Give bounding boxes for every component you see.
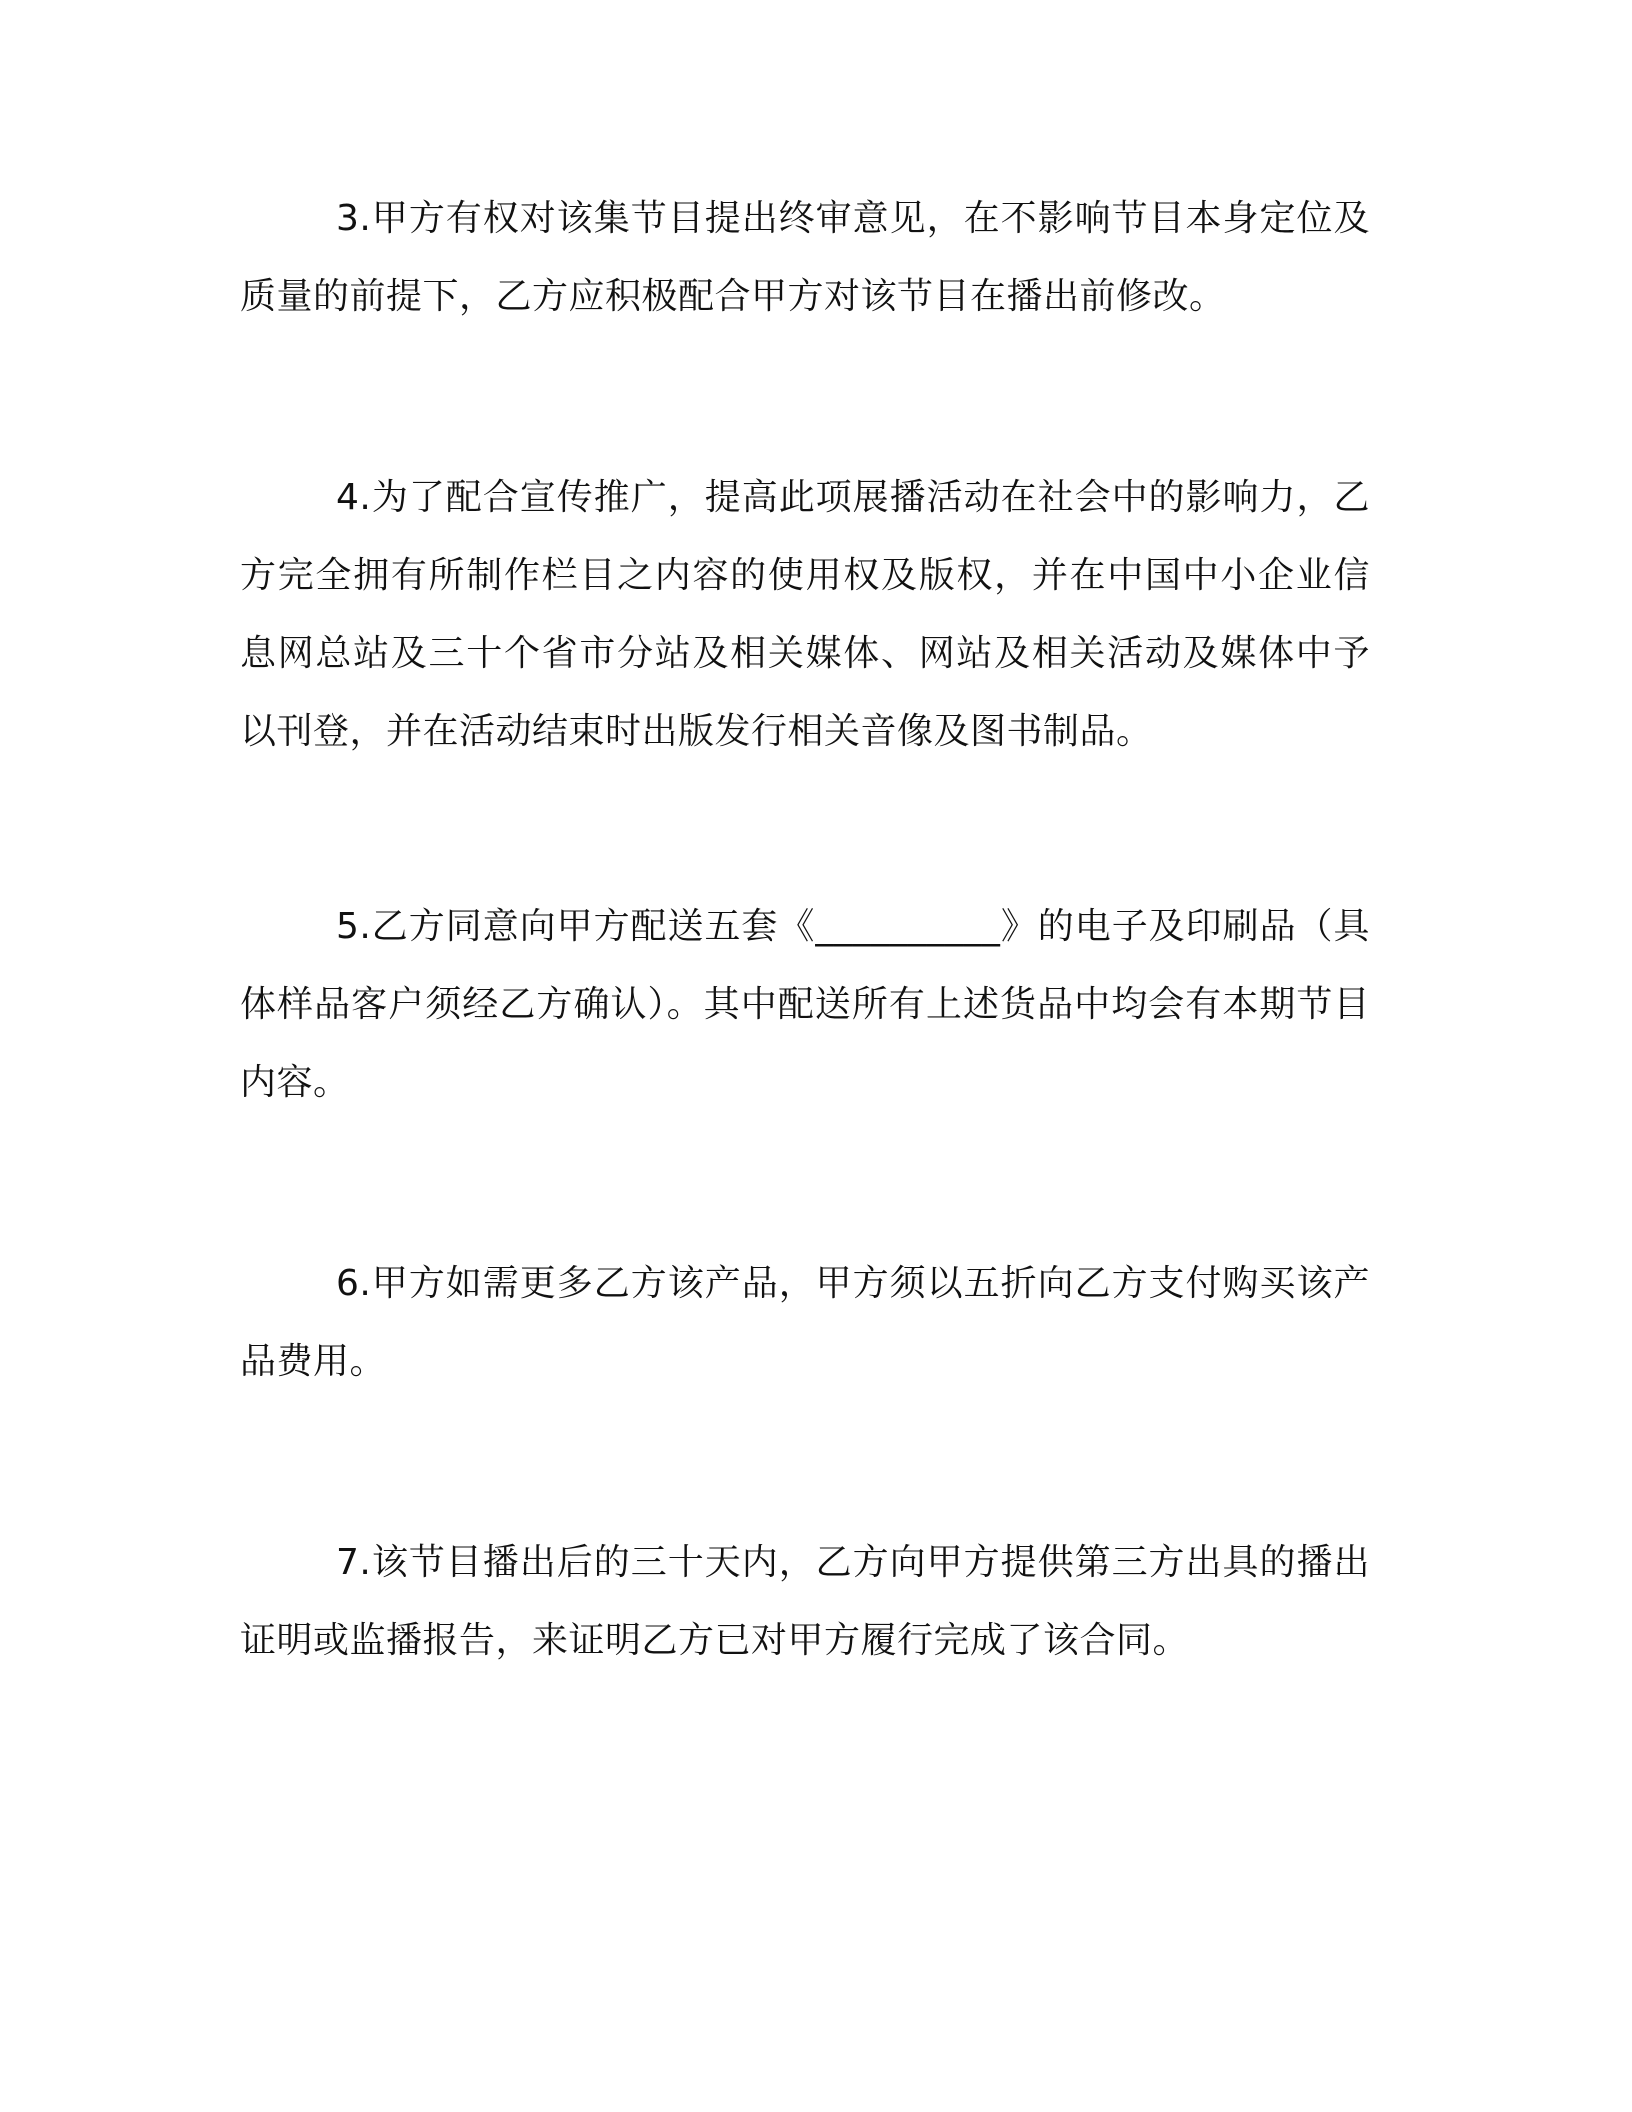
clause-3-paragraph: 3.甲方有权对该集节目提出终审意见，在不影响节目本身定位及质量的前提下，乙方应积极配合甲方对该节目在播出前修改。 — [240, 198, 1370, 317]
clause-6-paragraph: 6.甲方如需更多乙方该产品，甲方须以五折向乙方支付购买该产品费用。 — [240, 1263, 1370, 1382]
clause-4-paragraph: 4.为了配合宣传推广，提高此项展播活动在社会中的影响力，乙方完全拥有所制作栏目之内容的使用权及版权，并在中国中小企业信息网总站及三十个省市分站及相关媒体、网站及相关活动及媒体中予以刊登，并在活动结束时出版发行相关音像及图书制品。 — [240, 477, 1370, 752]
clause-5-paragraph: 5.乙方同意向甲方配送五套《__________》的电子及印刷品（具体样品客户须经乙方确认）。其中配送所有上述货品中均会有本期节目内容。 — [240, 906, 1370, 1103]
clause-7-paragraph: 7.该节目播出后的三十天内，乙方向甲方提供第三方出具的播出证明或监播报告，来证明乙方已对甲方履行完成了该合同。 — [240, 1542, 1370, 1661]
